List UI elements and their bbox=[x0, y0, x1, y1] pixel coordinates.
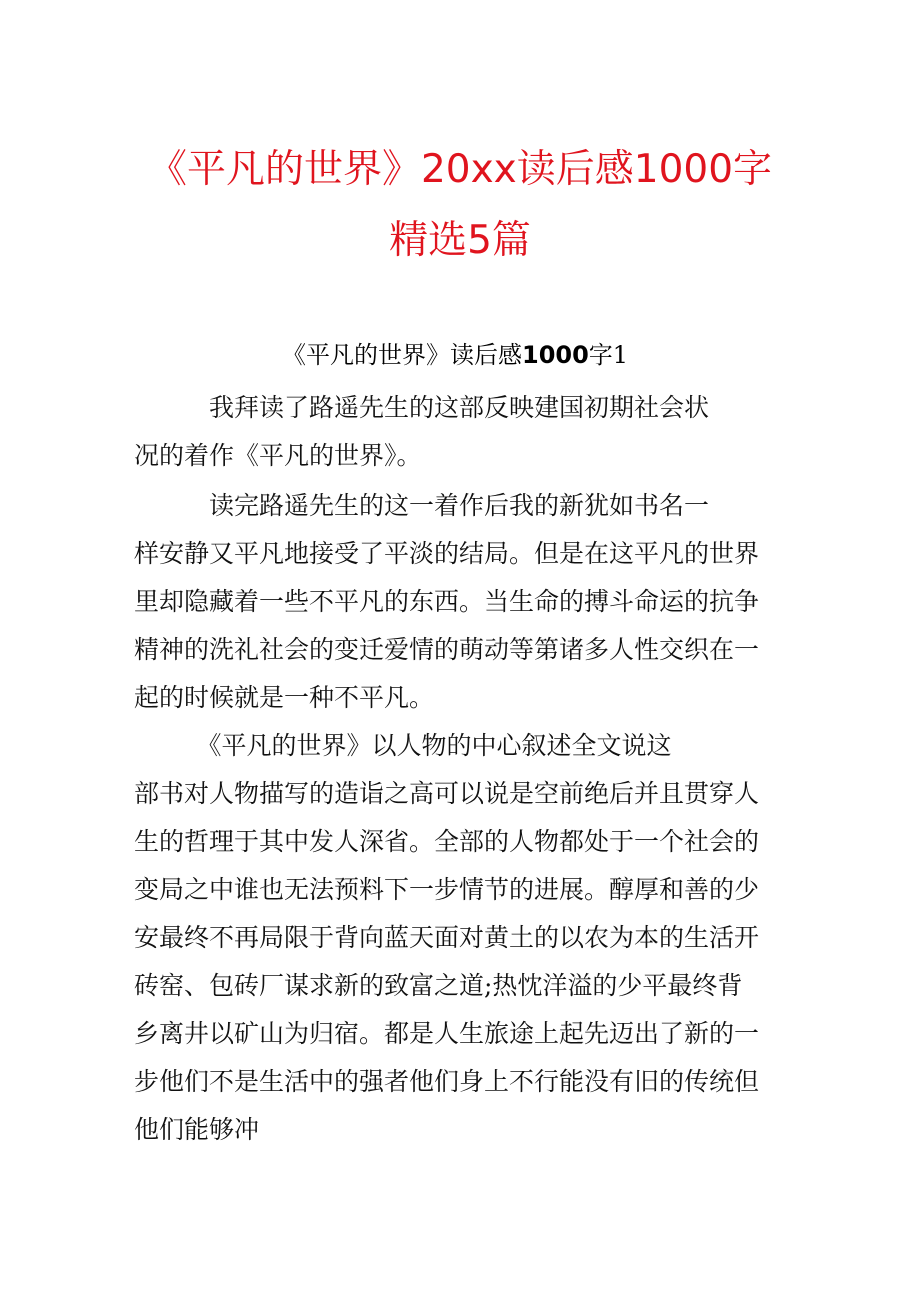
paragraph-line: 他们能够冲 bbox=[134, 1115, 260, 1144]
paragraph-line: 《平凡的世界》以人物的中心叙述全文说这 bbox=[134, 731, 672, 760]
paragraph-line: 况的着作《平凡的世界》。 bbox=[134, 441, 422, 470]
paragraph-1 bbox=[134, 384, 794, 480]
paragraph-line: 安最终不再局限于背向蓝天面对黄土的以农为本的生活开 bbox=[134, 923, 760, 952]
paragraph-line: 变局之中谁也无法预料下一步情节的进展。醇厚和善的少 bbox=[134, 875, 760, 904]
section-heading-number: 1000 bbox=[522, 341, 589, 369]
paragraph-3 bbox=[134, 722, 794, 1154]
paragraph-line: 我拜读了路遥先生的这部反映建国初期社会状 bbox=[134, 393, 710, 422]
section-heading-suffix: 字1 bbox=[588, 341, 629, 369]
paragraph-line: 样安静又平凡地接受了平淡的结局。但是在这平凡的世界 bbox=[134, 539, 760, 568]
paragraph-line: 步他们不是生活中的强者他们身上不行能没有旧的传统但 bbox=[134, 1067, 760, 1096]
paragraph-line: 生的哲理于其中发人深省。全部的人物都处于一个社会的 bbox=[134, 827, 760, 856]
document-title-line-2: 精选5篇 bbox=[389, 218, 531, 263]
document-title-line-1: 《平凡的世界》20xx读后感1000字 bbox=[147, 147, 773, 192]
section-heading bbox=[282, 338, 628, 372]
paragraph-line: 精神的洗礼社会的变迁爱情的萌动等第诸多人性交织在一 bbox=[134, 635, 760, 664]
paragraph-line: 乡离井以矿山为归宿。都是人生旅途上起先迈出了新的一 bbox=[134, 1019, 760, 1048]
paragraph-line: 读完路遥先生的这一着作后我的新犹如书名一 bbox=[134, 491, 710, 520]
paragraph-2 bbox=[134, 482, 794, 722]
paragraph-line: 砖窑、包砖厂谋求新的致富之道;热忱洋溢的少平最终背 bbox=[134, 971, 743, 1000]
section-heading-prefix: 《平凡的世界》读后感 bbox=[282, 341, 522, 369]
paragraph-line: 里却隐藏着一些不平凡的东西。当生命的搏斗命运的抗争 bbox=[134, 587, 760, 616]
paragraph-line: 部书对人物描写的造诣之高可以说是空前绝后并且贯穿人 bbox=[134, 779, 760, 808]
paragraph-line: 起的时候就是一种不平凡。 bbox=[134, 683, 435, 712]
